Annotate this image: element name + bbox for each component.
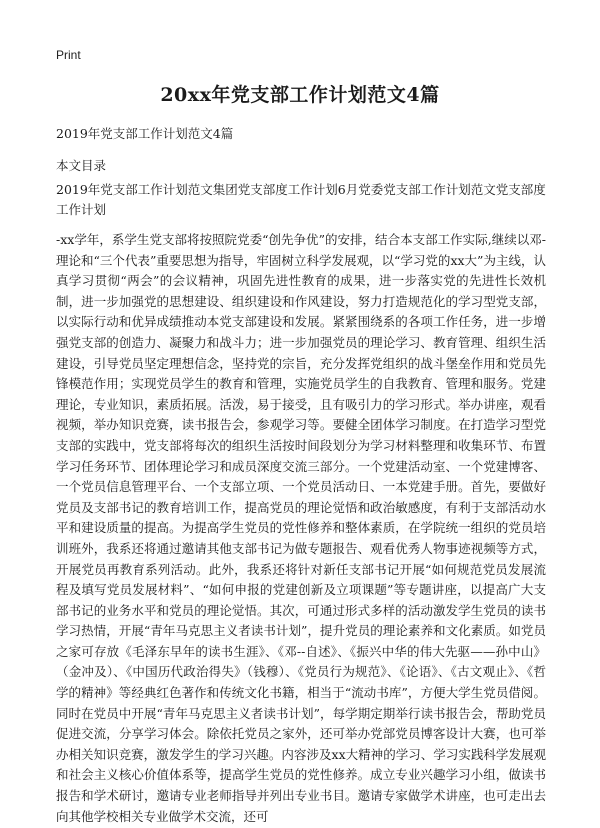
print-link[interactable]: Print [56, 48, 81, 62]
document-title: 20xx年党支部工作计划范文4篇 [160, 84, 440, 106]
toc-text: 2019年党支部工作计划范文集团党支部度工作计划6月党委党支部工作计划范文党支部度工作计划 [56, 182, 546, 217]
toc-heading: 本文目录 [56, 158, 107, 173]
document-subtitle: 2019年党支部工作计划范文4篇 [56, 126, 234, 141]
body-paragraph: -xx学年，系学生党支部将按照院党委“创先争优”的安排，结合本支部工作实际,继续以邓-理论和“三个代表”重要思想为指导，牢固树立科学发展观，以“学习党的xx大”为主线，认真学习贯彻“两会”的会议精神，巩固先进性教育的成果，进一步落实党的先进性长效机制，进一步加强党的思想建设、组织建设和作风建设，努力打造规范化的学习型党支部，以实际行动和优异成绩推动本党支部建设和发展。紧紧围绕系的各项工作任务，进一步增强党支部的创造力、凝聚力和战斗力；进一步加强党员的理论学习、教育管理、组织生活建设，引导党员坚定理想信念，坚持党的宗旨，充分发挥党组织的战斗堡垒作用和党员先锋模范作用；实现党员学生的教育和管理，实施党员学生的自我教育、管理和服务。党建理论，专业知识，素质拓展。活泼，易于接受，且有吸引力的学习形式。举办讲座，观看视频，举办知识竞赛，读书报告会，参观学习等。要健全团体学习制度。在打造学习型党支部的实践中，党支部将每次的组织生活按时间段划分为学习材料整理和收集环节、布置学习任务环节、团体理论学习和成员深度交流三部分。一个党建活动室、一个党建博客、一个党员信息管理平台、一个支部立项、一个党员活动日、一本党建手册。首先，要做好党员及支部书记的教育培训工作，提高党员的理论觉悟和政治敏感度，有利于支部活动水平和建设质量的提高。为提高学生党员的党性修养和整体素质，在学院统一组织的党员培训班外，我系还将通过邀请其他支部书记为做专题报告、观看优秀人物事迹视频等方式，开展党员再教育系列活动。此外，我系还将针对新任支部书记开展“如何规范党员发展流程及填写党员发展材料”、“如何申报的党建创新及立项课题”等专题讲座，以提高广大支部书记的业务水平和党员的理论觉悟。其次，可通过形式多样的活动激发学生党员的读书学习热情，开展“青年马克思主义者读书计划”，提升党员的理论素养和文化素质。如党员之家可存放《毛泽东早年的读书生涯》、《邓--自述》、《振兴中华的伟大先驱——孙中山》（金冲及）、《中国历代政治得失》（钱穆）、《党员行为规范》、《论语》、《古文观止》、《哲学的精神》等经典红色著作和传统文化书籍，相当于“流动书库”，方便大学生党员借阅。同时在党员中开展“青年马克思主义者读书计划”，每学期定期举行读书报告会，帮助党员促进交流，分享学习体会。除依托党员之家外，还可举办党部党员博客设计大赛，也可举办相关知识竞赛，激发学生的学习兴趣。内容涉及xx大精神的学习、学习实践科学发展观和社会主义核心价值体系等，提高学生党员的党性修养。成立专业兴趣学习小组，做读书报告和学术研讨，邀请专业老师指导并列出专业书目。邀请专家做学术讲座，也可走出去向其他学校相关专业做学术交流，还可 [56, 232, 546, 824]
